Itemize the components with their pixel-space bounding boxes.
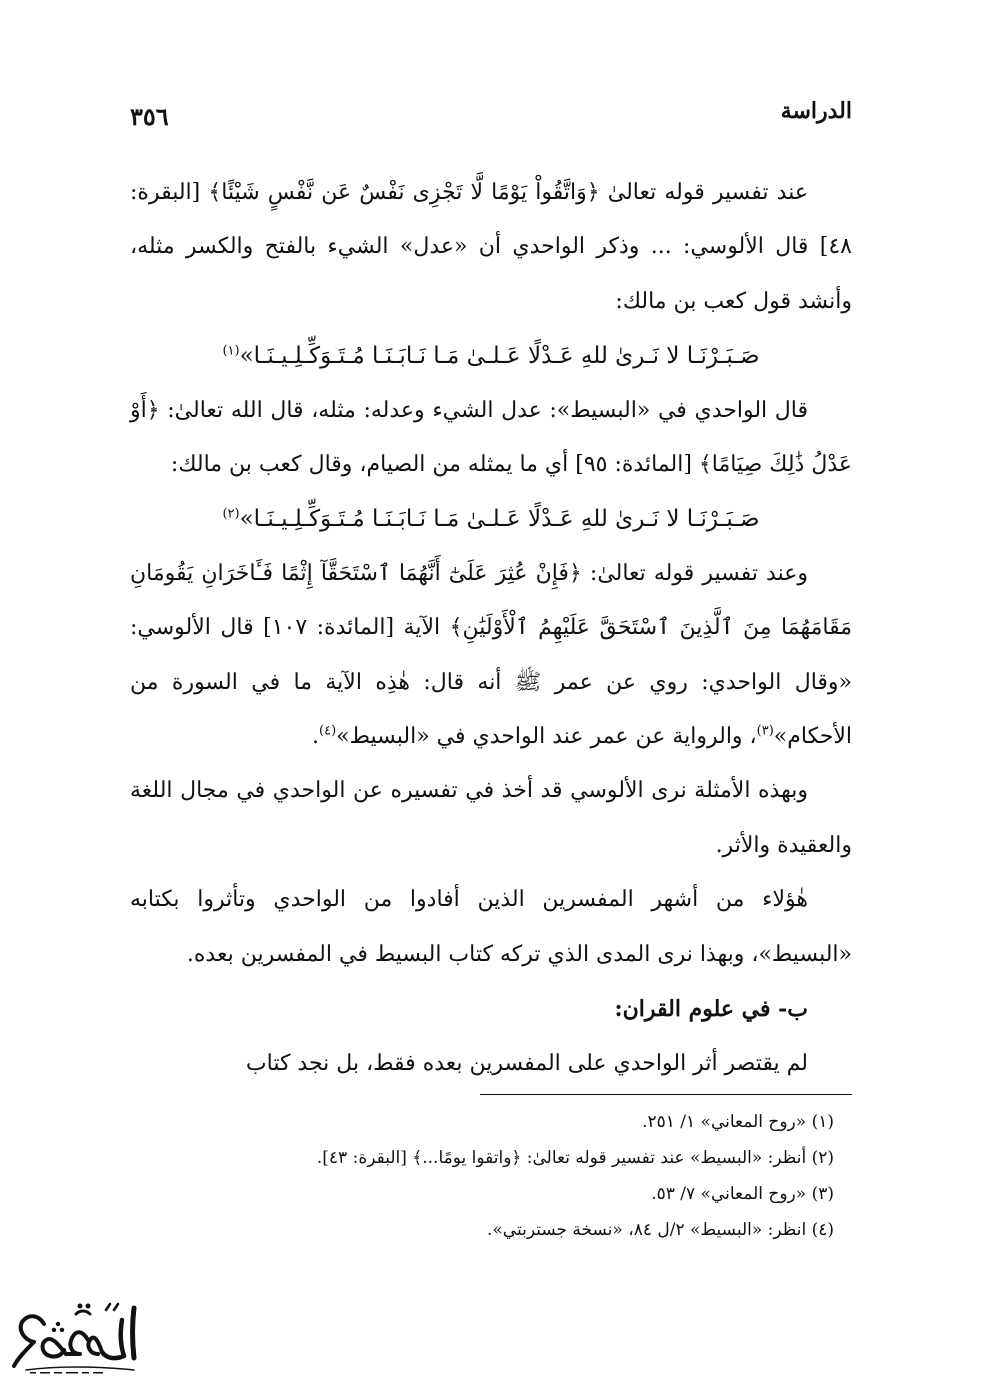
calligraphy-logo-drawing	[6, 1300, 144, 1380]
header-title: الدراسة	[780, 98, 852, 124]
poetry-verse-2	[130, 492, 852, 546]
footnote-1: (١) «روح المعاني» ١/ ٢٥١.	[642, 1112, 834, 1132]
paragraph-3-end: .	[312, 724, 320, 750]
footnote-3: (٣) «روح المعاني» ٧/ ٥٣.	[651, 1184, 834, 1204]
paragraph-3	[130, 547, 852, 765]
calligraphy-logo-icon	[6, 1300, 144, 1380]
footnote-ref-2: (٢)	[222, 506, 240, 522]
section-subheading: ب- في علوم القران:	[614, 996, 808, 1023]
poetry-verse-1	[130, 329, 852, 383]
footnote-4: (٤) انظر: «البسيط» ٢/ل ٨٤، «نسخة جستربتي».	[487, 1220, 834, 1240]
running-header	[130, 98, 852, 138]
verse-text: صَـبَـرْنَـا لا نَـرىٰ للهِ عَـدْلًا عَـلـىٰ مَـا نَـابَـنَـا مُـتَـوَكِّـلِـيـنَـا»	[239, 343, 760, 370]
paragraph-3-main: وعند تفسير قوله تعالىٰ: ﴿فَإِنْ عُثِرَ عَلَىٰٓ أَنَّهُمَا ٱسْتَحَقَّآ إِثْمًا فَـَٔاخَرَانِ يَقُومَانِ مَقَامَهُمَا مِنَ ٱلَّذِينَ ٱسْتَحَقَّ عَلَيْهِمُ ٱلْأَوْلَيَٰنِ﴾ الآية [المائدة: ١٠٧] قال الألوسي: «وقال الواحدي: روي عن عمر ﷺ أنه قال: هٰذِه الآية ما في السورة من الأحكام»	[130, 560, 852, 750]
verse-text: صَـبَـرْنَـا لا نَـرىٰ للهِ عَـدْلًا عَـلـىٰ مَـا نَـابَـنَـا مُـتَـوَكِّـلِـيـنَـا»	[239, 506, 760, 533]
footnote-ref-3: (٣)	[756, 723, 774, 739]
footnote-2: (٢) أنظر: «البسيط» عند تفسير قوله تعالىٰ: ﴿واتقوا يومًا...﴾ [البقرة: ٤٣].	[316, 1148, 834, 1168]
paragraph-5: هٰؤلاء من أشهر المفسرين الذين أفادوا من الواحدي وتأثروا بكتابه «البسيط»، وبهذا نرى المدى الذي تركه كتاب البسيط في المفسرين بعده.	[130, 887, 852, 967]
paragraph-6: لم يقتصر أثر الواحدي على المفسرين بعده فقط، بل نجد كتاب	[245, 1050, 808, 1076]
paragraph-2: قال الواحدي في «البسيط»: عدل الشيء وعدله: مثله، قال الله تعالىٰ: ﴿أَوْ عَدْلُ ذَٰلِكَ صِيَامًا﴾ [المائدة: ٩٥] أي ما يمثله من الصيام، وقال كعب بن مالك:	[130, 397, 852, 478]
page-number: ٣٥٦	[130, 102, 169, 131]
footnotes	[130, 1104, 852, 1248]
footnote-ref-4: (٤)	[319, 723, 337, 739]
footnote-ref-1: (١)	[222, 343, 240, 359]
paragraph-1: عند تفسير قوله تعالىٰ ﴿وَاتَّقُواْ يَوْمًا لَّا تَجْزِى نَفْسٌ عَن نَّفْسٍ شَيْئًا﴾ [البقرة: ٤٨] قال الألوسي: ... وذكر الواحدي أن «عدل» الشيء بالفتح والكسر مثله، وأنشد قول كعب بن مالك:	[130, 180, 852, 314]
footnote-separator	[480, 1094, 852, 1095]
body-text	[130, 166, 852, 1091]
paragraph-3-mid: ، والرواية عن عمر عند الواحدي في «البسيط»	[336, 724, 757, 750]
paragraph-4: وبهذه الأمثلة نرى الألوسي قد أخذ في تفسيره عن الواحدي في مجال اللغة والعقيدة والأثر.	[130, 778, 852, 858]
